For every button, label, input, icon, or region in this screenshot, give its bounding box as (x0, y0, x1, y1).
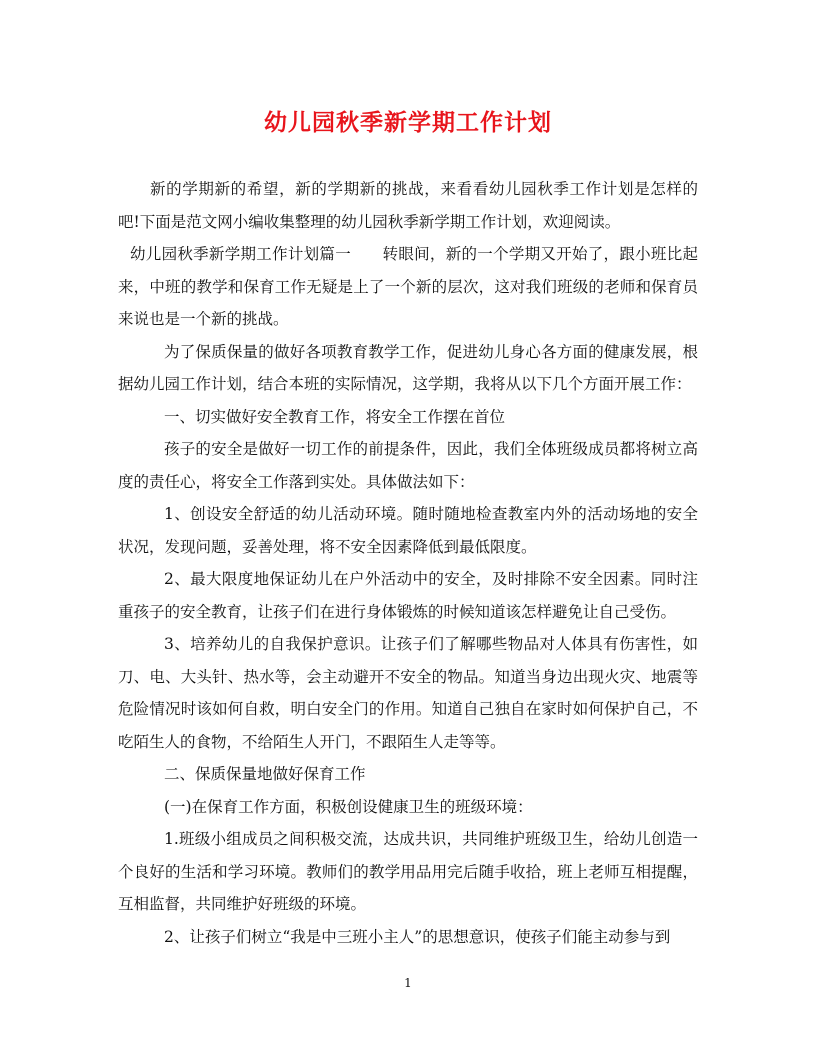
subsection-heading-care: (一)在保育工作方面，积极创设健康卫生的班级环境： (164, 797, 533, 816)
list-item-care-1: 1.班级小组成员之间积极交流，达成共识，共同维护班级卫生，给幼儿创造一个良好的生活和学习环境。教师们的教学用品用完后随手收拾，班上老师互相提醒，互相监督，共同维护好班级的环境。 (118, 830, 698, 913)
paragraph-safety-premise: 孩子的安全是做好一切工作的前提条件，因此，我们全体班级成员都将树立高度的责任心，将安全工作落到实处。具体做法如下： (118, 440, 698, 491)
page-number: 1 (404, 976, 412, 990)
paragraph-plan-one: 幼儿园秋季新学期工作计划篇一 转眼间，新的一个学期又开始了，跟小班比起来，中班的教学和保育工作无疑是上了一个新的层次，这对我们班级的老师和保育员来说也是一个新的挑战。 (118, 245, 698, 328)
section-heading-care: 二、保质保量地做好保育工作 (164, 765, 366, 783)
paragraph-intro: 新的学期新的希望，新的学期新的挑战，来看看幼儿园秋季工作计划是怎样的吧!下面是范文网小编收集整理的幼儿园秋季新学期工作计划，欢迎阅读。 (118, 180, 698, 231)
paragraph-purpose: 为了保质保量的做好各项教育教学工作，促进幼儿身心各方面的健康发展，根据幼儿园工作计划，结合本班的实际情况，这学期，我将从以下几个方面开展工作： (118, 342, 698, 393)
list-item-care-2: 2、让孩子们树立“我是中三班小主人”的思想意识，使孩子们能主动参与到 (164, 927, 671, 946)
section-heading-safety: 一、切实做好安全教育工作，将安全工作摆在首位 (164, 407, 506, 426)
document-body (118, 173, 698, 953)
document-title: 幼儿园秋季新学期工作计划 (264, 109, 552, 136)
list-item-safety-1: 1、创设安全舒适的幼儿活动环境。随时随地检查教室内外的活动场地的安全状况，发现问题，妥善处理，将不安全因素降低到最低限度。 (118, 505, 698, 556)
list-item-safety-2: 2、最大限度地保证幼儿在户外活动中的安全，及时排除不安全因素。同时注重孩子的安全教育，让孩子们在进行身体锻炼的时候知道该怎样避免让自己受伤。 (118, 570, 698, 621)
list-item-safety-3: 3、培养幼儿的自我保护意识。让孩子们了解哪些物品对人体具有伤害性，如刀、电、大头针、热水等，会主动避开不安全的物品。知道当身边出现火灾、地震等危险情况时该如何自救，明白安全门的作用。知道自己独自在家时如何保护自己，不吃陌生人的食物，不给陌生人开门，不跟陌生人走等等。 (118, 635, 698, 751)
